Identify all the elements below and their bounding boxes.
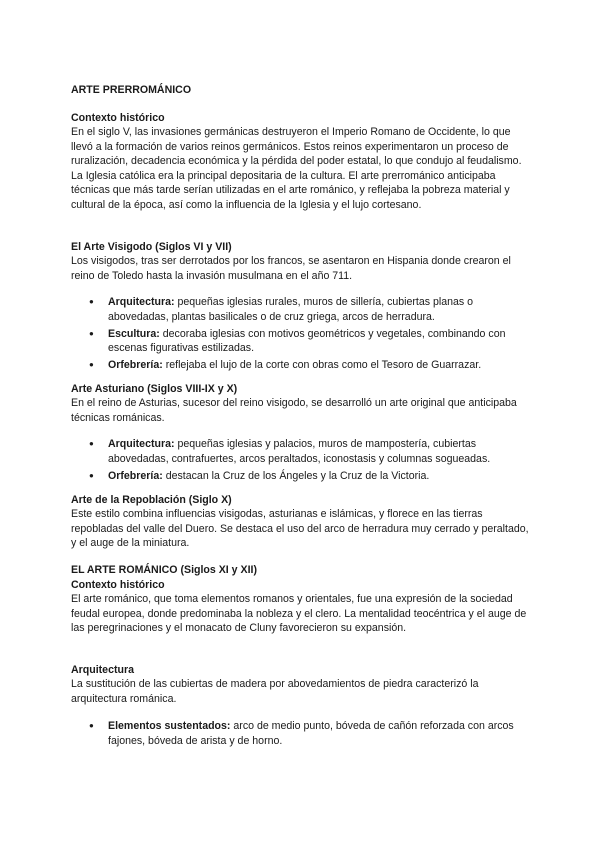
bullet-list — [108, 437, 528, 486]
section-heading: Arquitectura — [71, 664, 134, 676]
bullet-text: reflejaba el lujo de la corte con obras como el Tesoro de Guarrazar. — [162, 359, 482, 372]
bullet-label: Arquitectura: — [108, 296, 175, 308]
list-item — [108, 719, 528, 748]
bullet-label: Arquitectura: — [108, 438, 175, 450]
bullet-label: Elementos sustentados: — [108, 720, 231, 732]
bullet-text: arco de medio punto, bóveda de cañón reforzada con arcos fajones, bóveda de arista y de horno. — [108, 720, 514, 747]
section-subheading: Contexto histórico — [71, 579, 165, 591]
bullet-label: Orfebrería: — [108, 359, 163, 372]
section-heading: EL ARTE ROMÁNICO (Siglos XI y XII) — [71, 564, 257, 576]
bullet-text: decoraba iglesias con motivos geométricos y vegetales, combinando con escenas figurativas estilizadas. — [108, 327, 506, 355]
list-item — [108, 358, 528, 373]
section-paragraph: En el reino de Asturias, sucesor del reino visigodo, se desarrolló un arte original que anticipaba técnicas románicas. — [71, 397, 517, 424]
section-paragraph: Este estilo combina influencias visigodas, asturianas e islámicas, y florece en las tierras repobladas del valle del Duero. Se destaca el uso del arco de herradura muy cerrado y peraltado, y el auge de la miniatura. — [71, 508, 529, 550]
section-heading: Contexto histórico — [71, 112, 165, 124]
list-item — [108, 327, 528, 356]
list-item — [108, 295, 528, 324]
bullet-label: Orfebrería: — [108, 469, 163, 482]
bullet-list — [108, 295, 528, 375]
section-paragraph: El arte románico, que toma elementos romanos y orientales, fue una expresión de la sociedad feudal europea, donde predominaba la nobleza y el clero. La mentalidad teocéntrica y el auge de las peregrinaciones y el monacato de Cluny favorecieron su expansión. — [71, 593, 527, 635]
bullet-label: Escultura: — [108, 327, 160, 340]
bullet-list — [108, 719, 528, 751]
bullet-text: destacan la Cruz de los Ángeles y la Cruz de la Victoria. — [162, 469, 430, 482]
bullet-text: pequeñas iglesias y palacios, muros de mampostería, cubiertas abovedadas, contrafuertes, arcos peraltados, iconostasis y columnas sogueadas. — [108, 438, 491, 465]
section-paragraph: La sustitución de las cubiertas de madera por abovedamientos de piedra caracterizó la arquitectura románica. — [71, 678, 479, 705]
bullet-text: pequeñas iglesias rurales, muros de sillería, cubiertas planas o abovedadas, plantas basilicales o de cruz griega, arcos de herradura. — [108, 296, 474, 323]
section-heading: El Arte Visigodo (Siglos VI y VII) — [71, 241, 232, 253]
section-heading: Arte de la Repoblación (Siglo X) — [71, 494, 232, 506]
section-paragraph: En el siglo V, las invasiones germánicas destruyeron el Imperio Romano de Occidente, lo que llevó a la formación de varios reinos germánicos. Estos reinos experimentaron un proceso de ruralización, decadencia económica y la pérdida del poder estatal, lo que condujo al feudalismo. La Iglesia católica era la principal depositaria de la cultura. El arte prerrománico anticipaba técnicas que más tarde serían utilizadas en el arte románico, y reflejaba la pobreza material y cultural de la época, así como la influencia de la Iglesia y el lujo cortesano. — [71, 126, 522, 211]
section-paragraph: Los visigodos, tras ser derrotados por los francos, se asentaron en Hispania donde crearon el reino de Toledo hasta la invasión musulmana en el año 711. — [71, 255, 511, 282]
list-item — [108, 437, 528, 466]
section-heading: Arte Asturiano (Siglos VIII-IX y X) — [71, 383, 238, 395]
list-item — [108, 469, 528, 484]
document-title: ARTE PRERROMÁNICO — [71, 84, 192, 96]
